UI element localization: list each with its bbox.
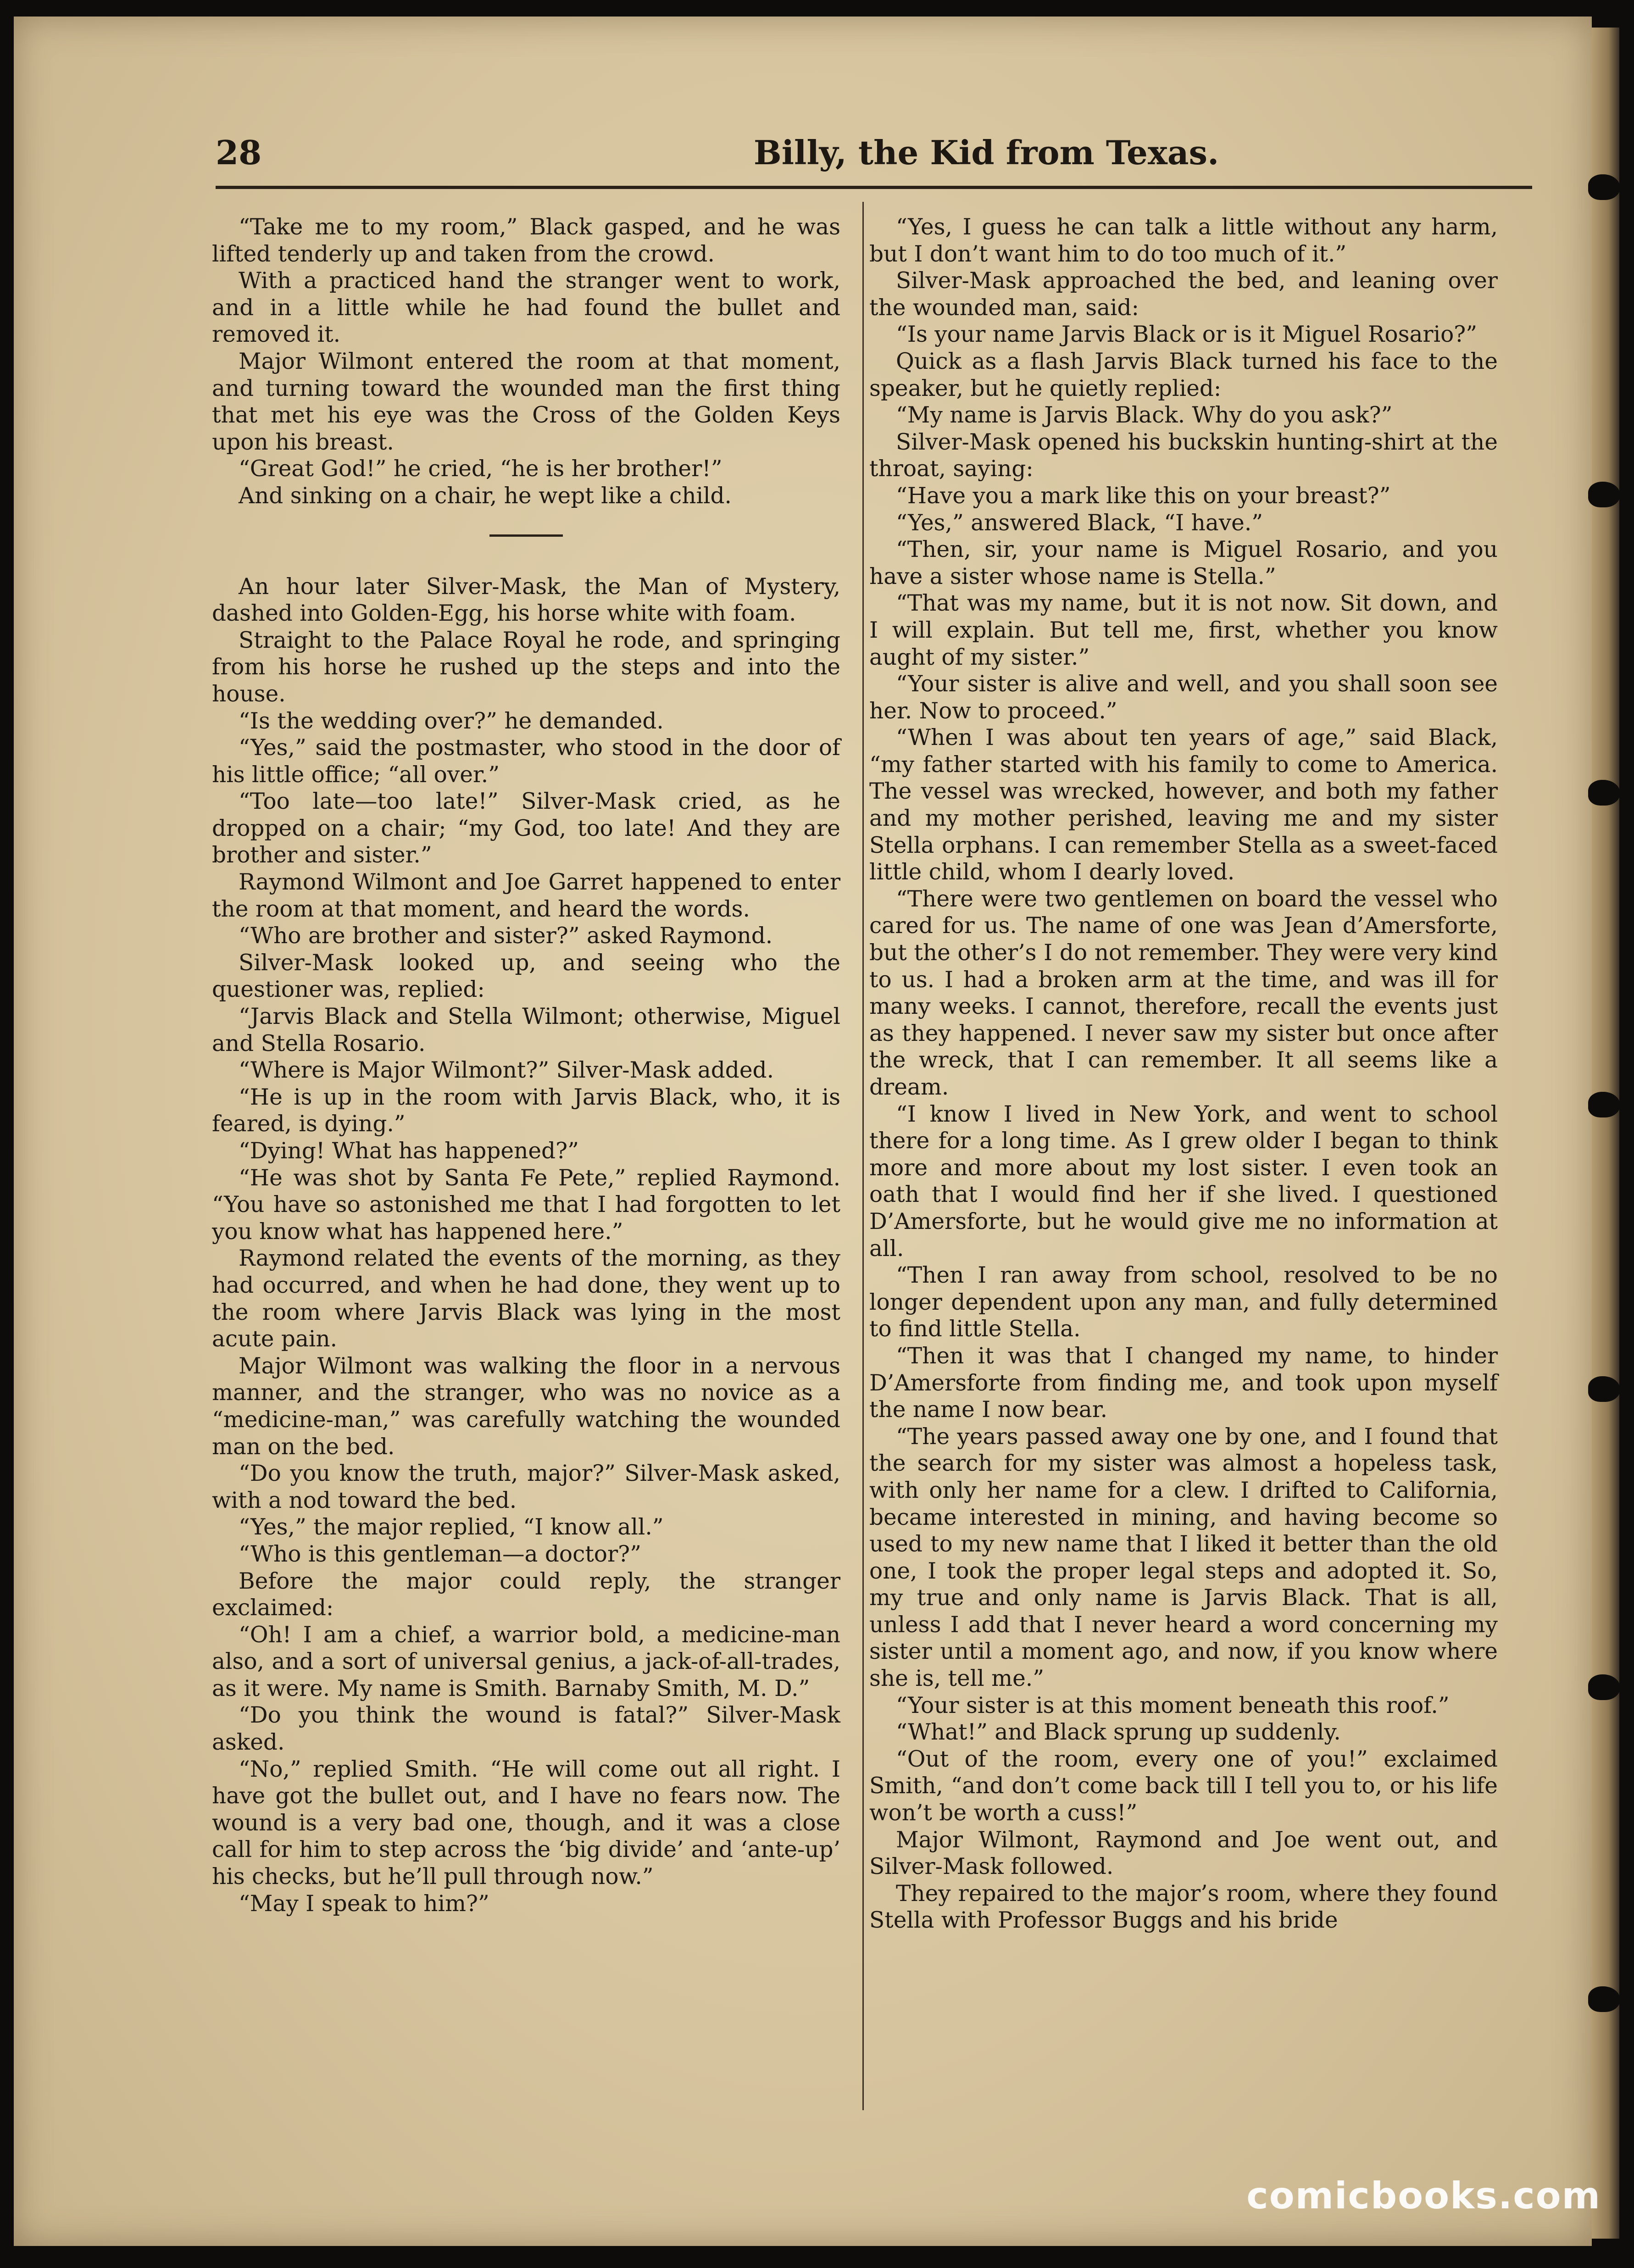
paragraph: “Out of the room, every one of you!” exclaimed Smith, “and don’t come back till I tell you to, or his life won’t be worth a cuss!” <box>869 1746 1498 1826</box>
page-number: 28 <box>216 133 262 172</box>
paragraph: “There were two gentlemen on board the vessel who cared for us. The name of one was Jean d’Amersforte, but the other’s I do not remember. They were very kind to us. I had a broken arm at the time, and was ill for many weeks. I cannot, therefore, recall the events just as they happened. I never saw my sister but once after the wreck, that I can remember. It all seems like a dream. <box>869 886 1498 1100</box>
paragraph: Major Wilmont was walking the floor in a nervous manner, and the stranger, who was no novice as a “medicine-man,” was carefully watching the wounded man on the bed. <box>212 1353 840 1460</box>
paragraph: “Yes,” the major replied, “I know all.” <box>239 1514 664 1540</box>
header-rule <box>216 186 1532 189</box>
paragraph: “Do you know the truth, major?” Silver-Mask asked, with a nod toward the bed. <box>212 1461 840 1513</box>
paragraph: Raymond Wilmont and Joe Garret happened to enter the room at that moment, and heard the words. <box>212 869 840 922</box>
paragraph: “Oh! I am a chief, a warrior bold, a medicine-man also, and a sort of universal genius, a jack-of-all-trades, as it were. My name is Smith. Barnaby Smith, M. D.” <box>212 1622 840 1701</box>
paragraph: They repaired to the major’s room, where they found Stella with Professor Buggs and his bride <box>869 1880 1498 1934</box>
paragraph: With a practiced hand the stranger went to work, and in a little while he had found the bullet and removed it. <box>212 268 840 348</box>
binding-hole <box>1588 1092 1620 1117</box>
binding-hole <box>1588 1986 1620 2012</box>
paragraph: And sinking on a chair, he wept like a child. <box>239 483 732 509</box>
paragraph: Raymond related the events of the morning, as they had occurred, and when he had done, they went up to the room where Jarvis Black was lying in the most acute pain. <box>212 1245 840 1352</box>
paragraph: Major Wilmont, Raymond and Joe went out, and Silver-Mask followed. <box>869 1827 1498 1880</box>
paragraph: Silver-Mask looked up, and seeing who the questioner was, replied: <box>212 950 840 1003</box>
paragraph: “He is up in the room with Jarvis Black, who, it is feared, is dying.” <box>212 1084 840 1137</box>
paragraph: “Where is Major Wilmont?” Silver-Mask added. <box>239 1057 774 1084</box>
paragraph: “That was my name, but it is not now. Sit down, and I will explain. But tell me, first, whether you know aught of my sister.” <box>869 590 1498 670</box>
paragraph: “Then I ran away from school, resolved to be no longer dependent upon any man, and fully determined to find little Stella. <box>869 1262 1498 1342</box>
paragraph: “Take me to my room,” Black gasped, and he was lifted tenderly up and taken from the crowd. <box>212 214 840 267</box>
paragraph: Major Wilmont entered the room at that moment, and turning toward the wounded man the first thing that met his eye was the Cross of the Golden Keys upon his breast. <box>212 348 840 455</box>
paragraph: “The years passed away one by one, and I found that the search for my sister was almost a hopeless task, with only her name for a clew. I drifted to California, became interested in mining, and having become so used to my new name that I liked it better than the old one, I took the proper legal steps and adopted it. So, my true and only name is Jarvis Black. That is all, unless I add that I never heard a word concerning my sister until a moment ago, and now, if you know where she is, tell me.” <box>869 1423 1498 1692</box>
paragraph: “Too late—too late!” Silver-Mask cried, as he dropped on a chair; “my God, too late! And they are brother and sister.” <box>212 789 840 868</box>
paragraph: “Is the wedding over?” he demanded. <box>239 708 664 734</box>
paragraph: Silver-Mask opened his buckskin hunting-shirt at the throat, saying: <box>869 429 1498 482</box>
running-title: Billy, the Kid from Texas. <box>753 133 1219 172</box>
paragraph: “Then it was that I changed my name, to hinder D’Amersforte from finding me, and took upon myself the name I now bear. <box>869 1343 1498 1423</box>
left-column-section-b <box>212 573 840 1918</box>
paragraph: “Who are brother and sister?” asked Raymond. <box>239 923 773 949</box>
paragraph: “Who is this gentleman—a doctor?” <box>239 1541 641 1567</box>
paragraph: “Do you think the wound is fatal?” Silver-Mask asked. <box>212 1702 840 1756</box>
paragraph: “Is your name Jarvis Black or is it Miguel Rosario?” <box>896 322 1478 348</box>
paragraph: “Your sister is at this moment beneath this roof.” <box>896 1692 1450 1718</box>
paragraph: “Have you a mark like this on your breast?” <box>896 483 1391 509</box>
section-break-rule <box>489 534 563 537</box>
paragraph: Before the major could reply, the stranger exclaimed: <box>212 1568 840 1621</box>
right-column <box>869 214 1498 1934</box>
paragraph: “When I was about ten years of age,” said Black, “my father started with his family to come to America. The vessel was wrecked, however, and both my father and my mother perished, leaving me and my sister Stella orphans. I can remember Stella as a sweet-faced little child, whom I dearly loved. <box>869 725 1498 885</box>
paragraph: “I know I lived in New York, and went to school there for a long time. As I grew older I began to think more and more about my lost sister. I even took an oath that I would find her if she lived. I questioned D’Amersforte, but he would give me no information at all. <box>869 1101 1498 1262</box>
paragraph: “May I speak to him?” <box>239 1890 489 1917</box>
paragraph: Silver-Mask approached the bed, and leaning over the wounded man, said: <box>869 268 1498 321</box>
paragraph: “Dying! What has happened?” <box>239 1138 579 1164</box>
paragraph: “He was shot by Santa Fe Pete,” replied Raymond. “You have so astonished me that I had forgotten to let you know what has happened here.” <box>212 1165 840 1245</box>
site-watermark: comicbooks.com <box>1246 2174 1601 2217</box>
paragraph: Quick as a flash Jarvis Black turned his face to the speaker, but he quietly replied: <box>869 348 1498 401</box>
paragraph: “Your sister is alive and well, and you shall soon see her. Now to proceed.” <box>869 671 1498 724</box>
paragraph: “What!” and Black sprung up suddenly. <box>896 1719 1341 1745</box>
paragraph: An hour later Silver-Mask, the Man of Mystery, dashed into Golden-Egg, his horse white with foam. <box>212 573 840 627</box>
paragraph: “Yes, I guess he can talk a little without any harm, but I don’t want him to do too much of it.” <box>869 214 1498 267</box>
left-column-section-a <box>212 214 840 510</box>
column-divider <box>862 202 864 2110</box>
paragraph: “Jarvis Black and Stella Wilmont; otherwise, Miguel and Stella Rosario. <box>212 1004 840 1056</box>
right-column-section <box>869 214 1498 1934</box>
binding-hole <box>1588 482 1620 507</box>
paragraph: “Then, sir, your name is Miguel Rosario, and you have a sister whose name is Stella.” <box>869 537 1498 589</box>
paragraph: “My name is Jarvis Black. Why do you ask?” <box>896 402 1393 428</box>
binding-hole <box>1588 174 1620 200</box>
paragraph: “Great God!” he cried, “he is her brother!” <box>239 456 723 482</box>
binding-hole <box>1588 1674 1620 1700</box>
page-header <box>216 133 1537 183</box>
binding-hole <box>1588 1376 1620 1402</box>
paragraph: “Yes,” said the postmaster, who stood in the door of his little office; “all over.” <box>212 735 840 788</box>
paragraph: “No,” replied Smith. “He will come out all right. I have got the bullet out, and I have no fears now. The wound is a very bad one, though, and it was a close call for him to step across the ‘big divide’ and ‘ante-up’ his checks, but he’ll pull through now.” <box>212 1756 840 1890</box>
paragraph: Straight to the Palace Royal he rode, and springing from his horse he rushed up the steps and into the house. <box>212 627 840 707</box>
paragraph: “Yes,” answered Black, “I have.” <box>896 510 1263 536</box>
binding-hole <box>1588 780 1620 806</box>
book-spine <box>1592 28 1619 2239</box>
left-column <box>212 214 840 1917</box>
